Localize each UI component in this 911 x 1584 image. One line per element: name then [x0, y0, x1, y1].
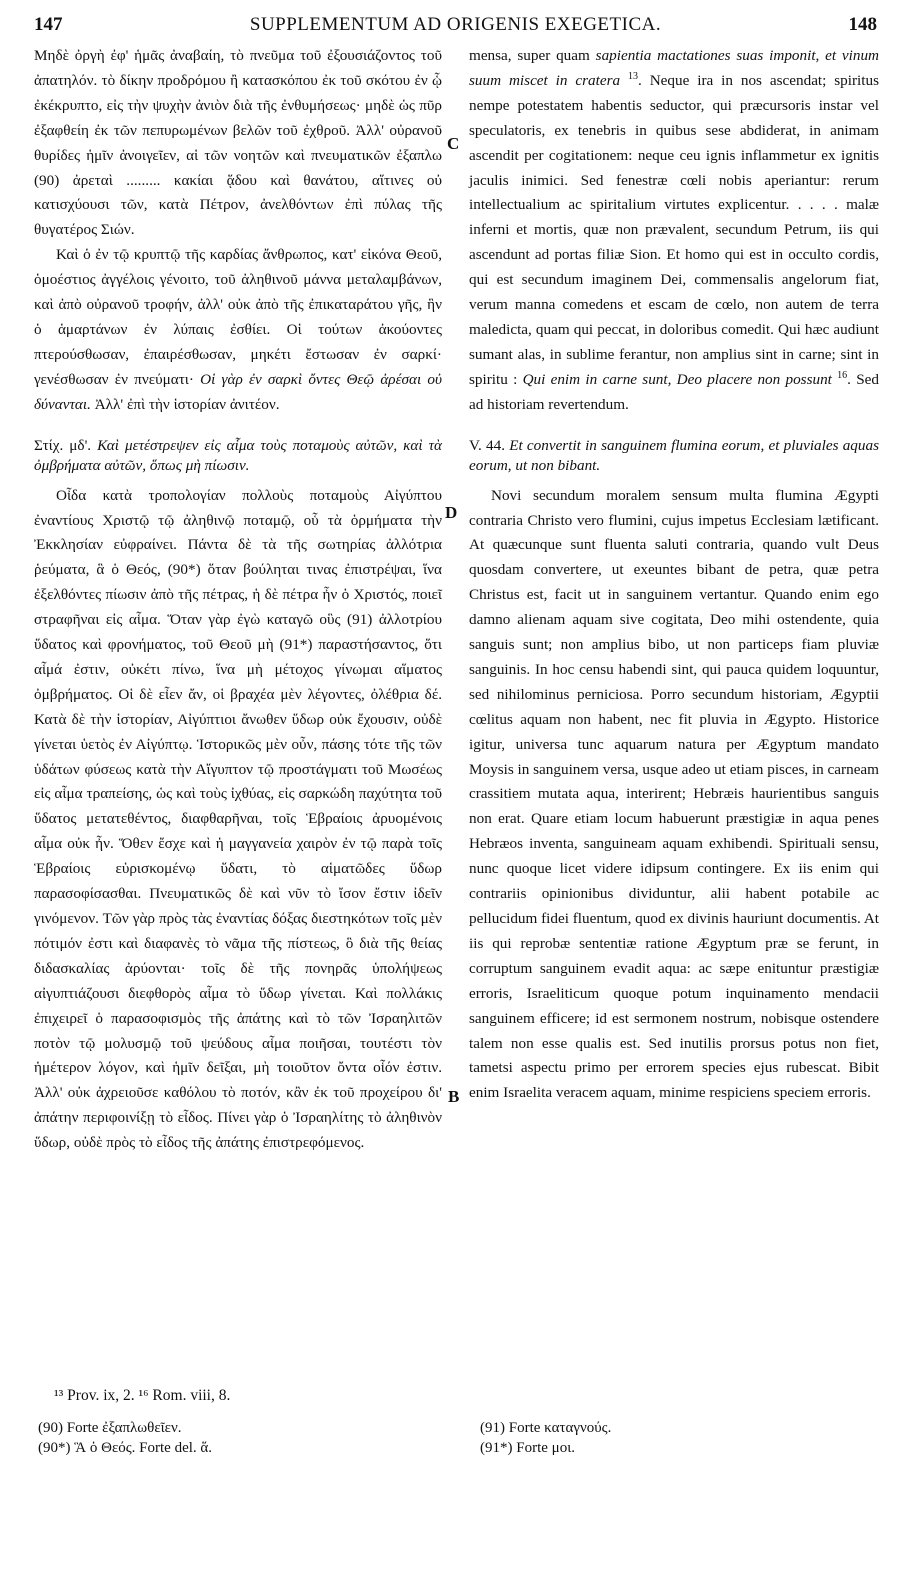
running-title: SUPPLEMENTUM AD ORIGENIS EXEGETICA.	[249, 14, 662, 35]
footnote-90: (90) Forte ἐξαπλωθεῖεν.	[38, 1420, 182, 1436]
footnote-91-star: (91*) Forte μοι.	[480, 1440, 575, 1456]
latin-paragraph-1-start: mensa, super quam	[469, 47, 590, 64]
greek-paragraph-2	[34, 243, 442, 417]
footnotes-left	[38, 1418, 212, 1458]
footnote-91: (91) Forte καταγνούς.	[480, 1420, 612, 1436]
greek-column	[34, 44, 442, 1156]
greek-verse-text: Καὶ μετέστρεψεν εἰς αἷμα τοὺς ποταμοὺς αὐτῶν, καὶ τὰ ὀμβρήματα αὐτῶν, ὅπως μὴ πίωσιν.	[34, 436, 443, 474]
latin-verse-heading	[469, 436, 879, 476]
page-header	[34, 14, 877, 40]
greek-paragraph-2-end: Ἀλλ' ἐπὶ τὴν ἱστορίαν ἀνιτέον.	[94, 395, 280, 413]
greek-paragraph-3: Οἶδα κατὰ τροπολογίαν πολλοὺς ποταμοὺς Αἰγύπτου ἐναντίους Χριστῷ τῷ ἀληθινῷ ποταμῷ, οὗ τὰ ὁρμήματα τὴν Ἐκκλησίαν εὐφραίνει. Πάντα δὲ τὰ τῆς σωτηρίας ἀλλότρια ῥεύματα, ἃ ὁ Θεός, (90*) ὅταν βούληται τινας ἐπιστρέψαι, ἵνα ἐξελθόντες πίωσιν ἀπὸ τῆς πέτρας, ἡ δὲ πέτρα ἦν ὁ Χριστός, ποιεῖ στραφῆναι εἰς αἷμα. Ὅταν γὰρ ἐγὼ καταγῶ οὓς (91) ἀλλοτρίου ὕδατος καὶ φρονήματος, τοῦ Θεοῦ μὴ (91*) παραστήσαντος, ὅτι αἷμά ἐστιν, οὐκέτι πίνω, ἵνα μὴ μέτοχος γίνωμαι αἵματος ὀμβρήματος. Οἱ δὲ εἶεν ἄν, οἱ βραχέα μὲν λέγοντες, ὀλέθρια δέ. Κατὰ δὲ τὴν ἱστορίαν, Αἰγύπτιοι ἄνωθεν ὕδωρ οὐκ ἔχουσιν, οὐδὲ γίνεται ὑετὸς ἐν Αἰγύπτῳ. Ἱστορικῶς μὲν οὖν, πάσης τότε τῆς τῶν ὑδάτων φύσεως κατὰ τὴν Αἴγυπτον τῷ προστάγματι τοῦ Μωσέως εἰς αἷμα τραπείσης, ὡς καὶ τοὺς ἰχθύας, εἰς σαρκώδη παχύτητα τοῦ ὕδατος μετατεθέντος, διαφθαρῆναι, τοῖς Ἑβραίοις ἀρυομένοις αἷμα οὐκ ἦν. Ὅθεν ἔσχε καὶ ἡ μαγγανεία χαιρὸν ἐν τῷ παρὰ τοῖς Ἑβραίοις εὑρισκομένῳ ὕδατι, τὸ αἱματῶδες ὕδωρ παρασοφίσασθαι. Πνευματικῶς δὲ καὶ νῦν τὸ ἴσον ἔστιν ἰδεῖν γινόμενον. Τῶν γὰρ πρὸς τὰς ἐναντίας δόξας διεστηκότων τοῖς μὲν πότιμόν ἐστι καὶ διαφανὲς τὸ νᾶμα τῆς πίστεως, ὃ διὰ τῆς θείας διδασκαλίας ἀρύονται· τοῖς δὲ τῆς πονηρᾶς ὑπολήψεως αἰγυπτιάζουσι διεφθορὸς αἷμα τὸ ὕδωρ γίνεται. Καὶ πολλάκις ἐπιχειρεῖ ὁ παρασοφισμὸς τῆς ἀπάτης καὶ τὸ τῶν Ἰσραηλιτῶν ποτὸν τῷ μολυσμῷ τοῦ ψεύδους αἷμα ποιῆσαι, τουτέστι τὸν ἡμέτερον λόγον, καὶ ἡμῖν δεῖξαι, μὴ τοιοῦτον ὄντα οἷόν ἐστιν. Ἀλλ' οὐκ ἀχρειοῦσε καθόλου τὸ ποτόν, κἂν ἐκ τοῦ προχείρου δι' ἀπάτην περιφοινίξῃ τὸ εἶδος. Πίνει γὰρ ὁ Ἰσραηλίτης τὸ ἀληθινὸν ὕδωρ, οὐδὲ πρὸς τὸ εἶδος τῆς ἀπάτης ἐπιστρεφόμενος.	[34, 486, 442, 1152]
greek-verse-heading	[34, 436, 442, 476]
page-number-right: 148	[848, 14, 877, 35]
margin-letter-b: B	[448, 1087, 460, 1106]
latin-scripture-quote-1: sapientia mactationes suas imponit, et vinum suum miscet in cratera	[469, 47, 880, 89]
footnote-ref-16: 16	[837, 369, 848, 381]
latin-paragraph-1	[469, 44, 879, 418]
latin-column	[469, 44, 879, 1106]
latin-paragraph-1-body: . Neque ira in nos ascendat; spiritus nempe potestatem habentis seductor, qui præcursoris instar vel speculatoris, ex tenebris in quibus sese abdiderat, in animam ascendit per cogitationem: neque ceu ignis inflammetur ex ignitis jaculis inimici. Sed fenestræ cœli nobis aperiantur: rerum intellectualium ac spiritalium virtutes explicentur. . . . . malæ inferni et mortis, quæ non prævalent, secundum Petrum, iis qui ascendunt ad portas filiæ Sion. Et homo qui est in occulto cordis, qui est secundum imaginem Dei, commensalis angelorum fiat, verum manna comedens et escam de cœlo, non autem de terra maledicta, quam qui peccat, in doloribus comedit. Qui hæc audiunt sumant alas, in sublime ferantur, non amplius sint in carne; sint in spiritu :	[469, 71, 879, 388]
margin-letter-c: C	[447, 134, 460, 153]
greek-paragraph-1: Μηδὲ ὀργὴ ἐφ' ἡμᾶς ἀναβαίη, τὸ πνεῦμα τοῦ ἐξουσιάζοντος τοῦ ἀπατηλόν. τὸ δίκην προδρόμου ἢ κατασκόπου ἐκ τοῦ σκότου ἐν ᾧ ἐκέκρυπτο, εἰς τὴν ψυχὴν ἀνιὸν διὰ τῆς ἐνθυμήσεως· μηδὲ ὡς πῦρ ἐξαφθείη ἐκ τῶν πεπυρωμένων βελῶν τοῦ ἐχθροῦ. Ἀλλ' οὐρανοῦ θυρίδες ἡμῖν ἀνοιγεῖεν, αἱ τῶν νοητῶν καὶ πνευματικῶν ἐξαπλω (90) ἀρεταὶ ......... κακίαι ᾅδου καὶ θανάτου, αἵτινες οὐ κατισχύουσι τῶν, κατὰ Πέτρον, ἀνελθόντων ἐπὶ πύλας τῆς θυγατέρος Σιών.	[34, 47, 442, 239]
greek-paragraph-2-text: Καὶ ὁ ἐν τῷ κρυπτῷ τῆς καρδίας ἄνθρωπος, κατ' εἰκόνα Θεοῦ, ὁμοέστιος ἀγγέλοις γένοιτο, τοῦ ἀληθινοῦ μάννα μεταλαμβάνων, καὶ ἀπὸ οὐρανοῦ τροφήν, ἀλλ' οὐκ ἀπὸ τῆς ἐπικαταράτου γῆς, ἣν ὁ ἁμαρτάνων ἐν λύπαις ἐσθίει. Οἱ τούτων ἀκούοντες πτερούσθωσαν, ἐπαιρέσθωσαν, μηκέτι ἔστωσαν ἐν σαρκί· γενέσθωσαν ἐν πνεύματι·	[34, 246, 442, 388]
footnote-ref-13: 13	[628, 70, 638, 82]
latin-paragraph-2: Novi secundum moralem sensum multa flumina Ægypti contraria Christo vero flumini, cujus impetus Ecclesiam lætificant. At quæcunque sunt fluenta saluti contraria, quando vult Deus quosdam convertere, ut exeuntes bibant de petra, quæ petra Christus est, facit ut in sanguinem vertantur. Quando enim ego damno alienam aquam sive cogitata, Deo mihi ostendente, quia sanguis sunt; non amplius bibo, ut non particeps fiam pluviæ sanguinis. In hoc censu habendi sint, qui pauca quidem loquuntur, sed nihilominus perniciosa. Porro secundum historiam, Ægyptii cœlitus aquam non habent, nec fit pluvia in Ægypto. Historice igitur, universa tunc aquarum natura per Ægyptum mandato Moysis in sanguinem versa, usque adeo ut etiam pisces, in carneam crassitiem mutata aqua, interirent; Hebræis haurientibus sanguis non erat. Quare etiam locum habuerunt præstigiæ in aqua penes Hebræos inventa, sanguineam aquam exhibendi. Spirituali sensu, nunc quoque licet videre idipsum contingere. Ex iis enim qui contrariis opinionibus dividuntur, alii habent potabile ac pellucidum fidei fluentum, quod ex divinis hauriunt documentis. At iis qui reprobæ sententiæ ratione Ægyptum præ se ferunt, in corruptum sanguinem evadit aqua: ac sæpe enituntur præstigiæ erroris, Israeliticum quoque potum inquinamento mendacii sanguinem efficere; id est sermonem nostrum, nobisque ostendere talem non esse qualis est. Sed inutilis prorsus potus non fiet, tametsi aspectu primo per errorem species ejus rubescat. Bibit enim Israelita veracem aquam, minime respiciens speciem erroris.	[469, 486, 880, 1102]
greek-scripture-quote: Οἱ γὰρ ἐν σαρκὶ ὄντες Θεῷ ἀρέσαι οὐ δύνανται.	[34, 370, 442, 413]
page-number-left: 147	[34, 14, 63, 35]
latin-scripture-quote-2: Qui enim in carne sunt, Deo placere non possunt	[522, 370, 832, 388]
margin-letter-d: D	[445, 503, 458, 522]
latin-verse-number: V. 44.	[469, 436, 505, 454]
footnote-90-star: (90*) Ἃ ὁ Θεός. Forte del. ἅ.	[38, 1440, 213, 1456]
scripture-references: ¹³ Prov. ix, 2. ¹⁶ Rom. viii, 8.	[54, 1387, 231, 1404]
greek-verse-number: Στίχ. μδ'.	[34, 436, 92, 454]
latin-verse-text: Et convertit in sanguinem flumina eorum, et pluviales aquas eorum, ut non bibant.	[469, 436, 880, 474]
latin-paragraph-1-end: . Sed ad historiam revertendum.	[469, 370, 880, 413]
footnotes-right	[480, 1418, 611, 1458]
